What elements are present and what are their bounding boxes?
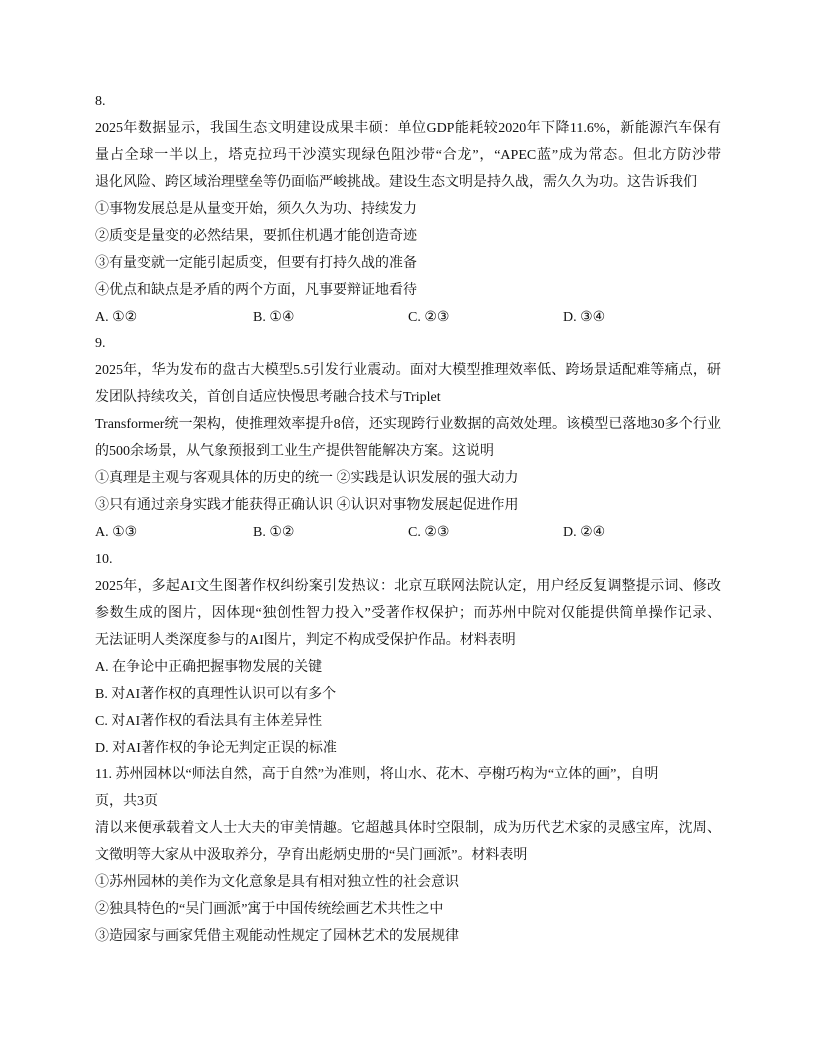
question-9-stem-line: 发团队持续攻关，首创自适应快慢思考融合技术与Triplet	[95, 390, 441, 406]
question-8-stem-line: 量占全球一半以上，塔克拉玛干沙漠实现绿色阻沙带“合龙”，“APEC蓝”成为常态。但北方防沙带	[95, 147, 721, 163]
question-9-number: 9.	[95, 336, 106, 352]
question-8-option-c: C. ②③	[408, 309, 450, 325]
question-11-statement: ③造园家与画家凭借主观能动性规定了园林艺术的发展规律	[95, 929, 459, 945]
question-8-stem-line: 退化风险、跨区域治理壁垒等仍面临严峻挑战。建设生态文明是持久战，需久久为功。这告诉我们	[95, 174, 697, 190]
question-10-option-a: A. 在争论中正确把握事物发展的关键	[95, 659, 323, 675]
question-10-option-b: B. 对AI著作权的真理性认识可以有多个	[95, 686, 337, 702]
document-page	[95, 89, 735, 951]
question-9-statement: ①真理是主观与客观具体的历史的统一 ②实践是认识发展的强大动力	[95, 471, 519, 487]
question-8-option-a: A. ①②	[95, 309, 138, 325]
question-10-stem-line: 参数生成的图片，因体现“独创性智力投入”受著作权保护；而苏州中院对仅能提供简单操作记录、	[95, 605, 721, 621]
question-10-option-d: D. 对AI著作权的争论无判定正误的标准	[95, 740, 337, 756]
question-9-options	[95, 520, 735, 547]
question-9-option-a: A. ①③	[95, 525, 138, 540]
question-9-stem-line: Transformer统一架构，使推理效率提升8倍，还实现跨行业数据的高效处理。该模型已落地30多个行业	[95, 417, 721, 433]
question-9-option-d: D. ②④	[563, 525, 606, 540]
question-8-options	[95, 305, 735, 332]
question-10-option-c: C. 对AI著作权的看法具有主体差异性	[95, 713, 323, 729]
question-8-statement: ①事物发展总是从量变开始，须久久为功、持续发力	[95, 201, 417, 217]
question-8-option-d: D. ③④	[563, 309, 606, 325]
question-11-stem-line: 11. 苏州园林以“师法自然，高于自然”为准则，将山水、花木、亭榭巧构为“立体的画”，自明	[95, 767, 659, 783]
question-11-statement: ①苏州园林的美作为文化意象是具有相对独立性的社会意识	[95, 875, 459, 891]
question-10-stem-line: 无法证明人类深度参与的AI图片，判定不构成受保护作品。材料表明	[95, 632, 516, 648]
question-9-option-c: C. ②③	[408, 525, 450, 540]
question-10-number: 10.	[95, 551, 113, 567]
page-footer: 页，共3页	[95, 794, 158, 810]
question-9-option-b: B. ①②	[253, 525, 295, 540]
question-11-stem-line: 清以来便承载着文人士大夫的审美情趣。它超越具体时空限制，成为历代艺术家的灵感宝库，沈周、	[95, 821, 721, 837]
question-11-stem-line: 文徵明等大家从中汲取养分，孕育出彪炳史册的“吴门画派”。材料表明	[95, 848, 528, 864]
question-8-statement: ④优点和缺点是矛盾的两个方面，凡事要辩证地看待	[95, 282, 417, 298]
question-11-statement: ②独具特色的“吴门画派”寓于中国传统绘画艺术共性之中	[95, 902, 444, 918]
question-10-stem-line: 2025年，多起AI文生图著作权纠纷案引发热议：北京互联网法院认定，用户经反复调整提示词、修改	[95, 578, 721, 594]
question-9-statement: ③只有通过亲身实践才能获得正确认识 ④认识对事物发展起促进作用	[95, 498, 519, 514]
question-8-statement: ③有量变就一定能引起质变，但要有打持久战的准备	[95, 255, 417, 271]
question-8-number: 8.	[95, 94, 106, 109]
question-8-option-b: B. ①④	[253, 309, 295, 325]
question-8-stem-line: 2025年数据显示，我国生态文明建设成果丰硕：单位GDP能耗较2020年下降11.6%，新能源汽车保有	[95, 120, 721, 136]
question-9-stem-line: 的500余场景，从气象预报到工业生产提供智能解决方案。这说明	[95, 444, 494, 460]
question-8-statement: ②质变是量变的必然结果，要抓住机遇才能创造奇迹	[95, 228, 417, 244]
question-9-stem-line: 2025年，华为发布的盘古大模型5.5引发行业震动。面对大模型推理效率低、跨场景适配难等痛点，研	[95, 363, 721, 379]
